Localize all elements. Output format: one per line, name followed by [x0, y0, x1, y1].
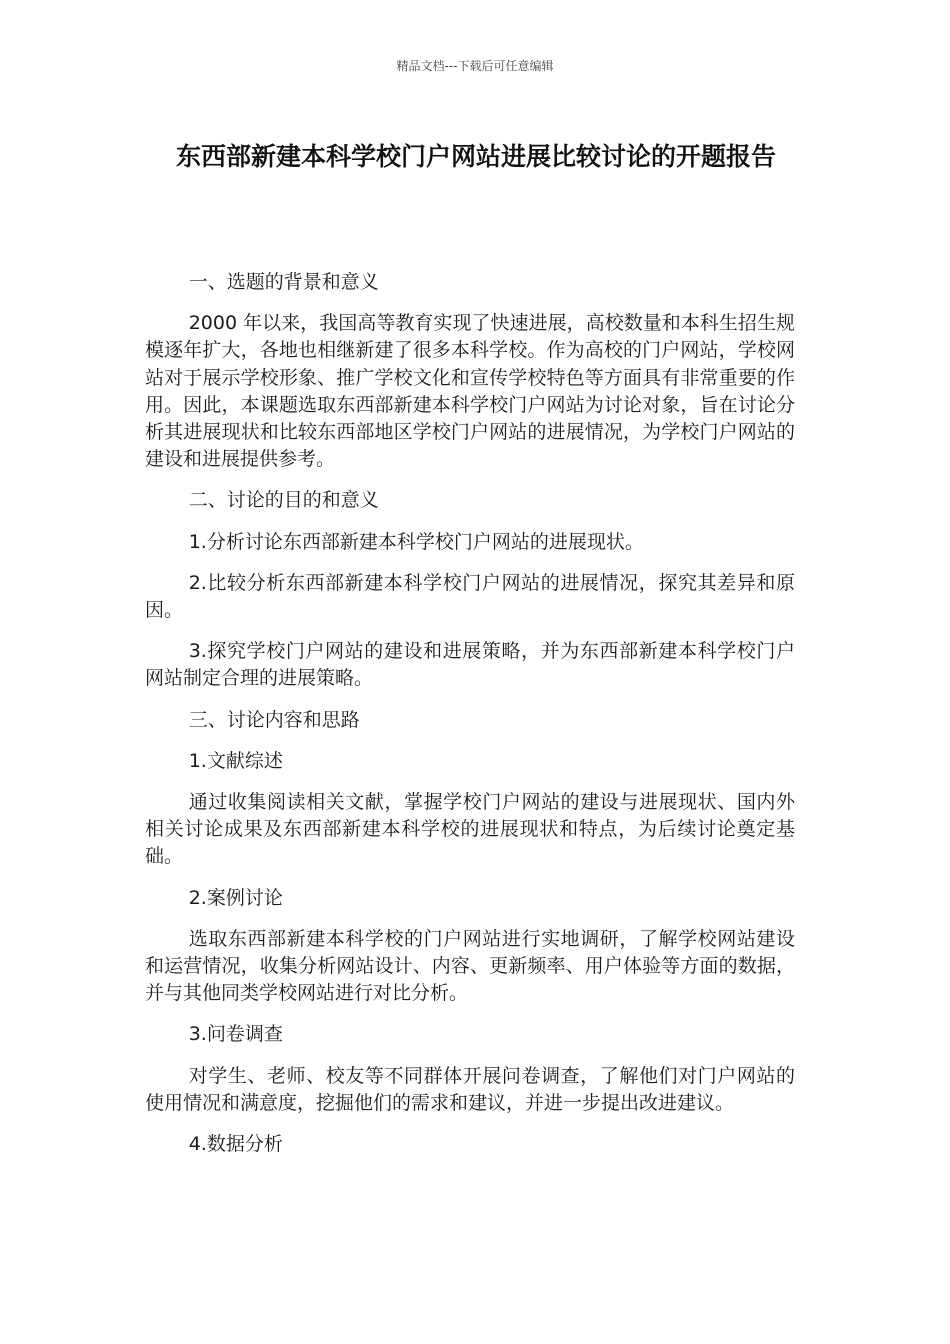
paragraph-literature-review: 通过收集阅读相关文献，掌握学校门户网站的建设与进展现状、国内外相关讨论成果及东西部新建本科学校的进展现状和特点，为后续讨论奠定基础。 — [145, 791, 795, 868]
subheading-data-analysis: 4.数据分析 — [188, 1133, 283, 1156]
document-body — [145, 269, 795, 1172]
page-header: 精品文档---下载后可任意编辑 — [396, 59, 554, 73]
section-heading-purpose: 二、讨论的目的和意义 — [188, 489, 379, 512]
section-heading-content: 三、讨论内容和思路 — [188, 708, 360, 731]
subheading-literature-review: 1.文献综述 — [188, 749, 283, 772]
subheading-case-study: 2.案例讨论 — [188, 886, 283, 909]
subheading-survey: 3.问卷调查 — [188, 1023, 283, 1046]
section-heading-background: 一、选题的背景和意义 — [188, 271, 379, 293]
paragraph-case-study: 选取东西部新建本科学校的门户网站进行实地调研，了解学校网站建设和运营情况，收集分析网站设计、内容、更新频率、用户体验等方面的数据，并与其他同类学校网站进行对比分析。 — [145, 927, 795, 1005]
document-title: 东西部新建本科学校门户网站进展比较讨论的开题报告 — [175, 142, 776, 171]
purpose-item-2: 2.比较分析东西部新建本科学校门户网站的进展情况，探究其差异和原因。 — [145, 571, 795, 622]
purpose-item-3: 3.探究学校门户网站的建设和进展策略，并为东西部新建本科学校门户网站制定合理的进展策略。 — [145, 640, 795, 690]
paragraph-background: 2000 年以来，我国高等教育实现了快速进展，高校数量和本科生招生规模逐年扩大，各地也相继新建了很多本科学校。作为高校的门户网站，学校网站对于展示学校形象、推广学校文化和宣传学校特色等方面具有非常重要的作用。因此，本课题选取东西部新建本科学校门户网站为讨论对象，旨在讨论分析其进展现状和比较东西部地区学校门户网站的进展情况，为学校门户网站的建设和进展提供参考。 — [145, 312, 795, 471]
purpose-item-1: 1.分析讨论东西部新建本科学校门户网站的进展现状。 — [188, 530, 644, 553]
paragraph-survey: 对学生、老师、校友等不同群体开展问卷调查，了解他们对门户网站的使用情况和满意度，挖掘他们的需求和建议，并进一步提出改进建议。 — [145, 1064, 795, 1114]
